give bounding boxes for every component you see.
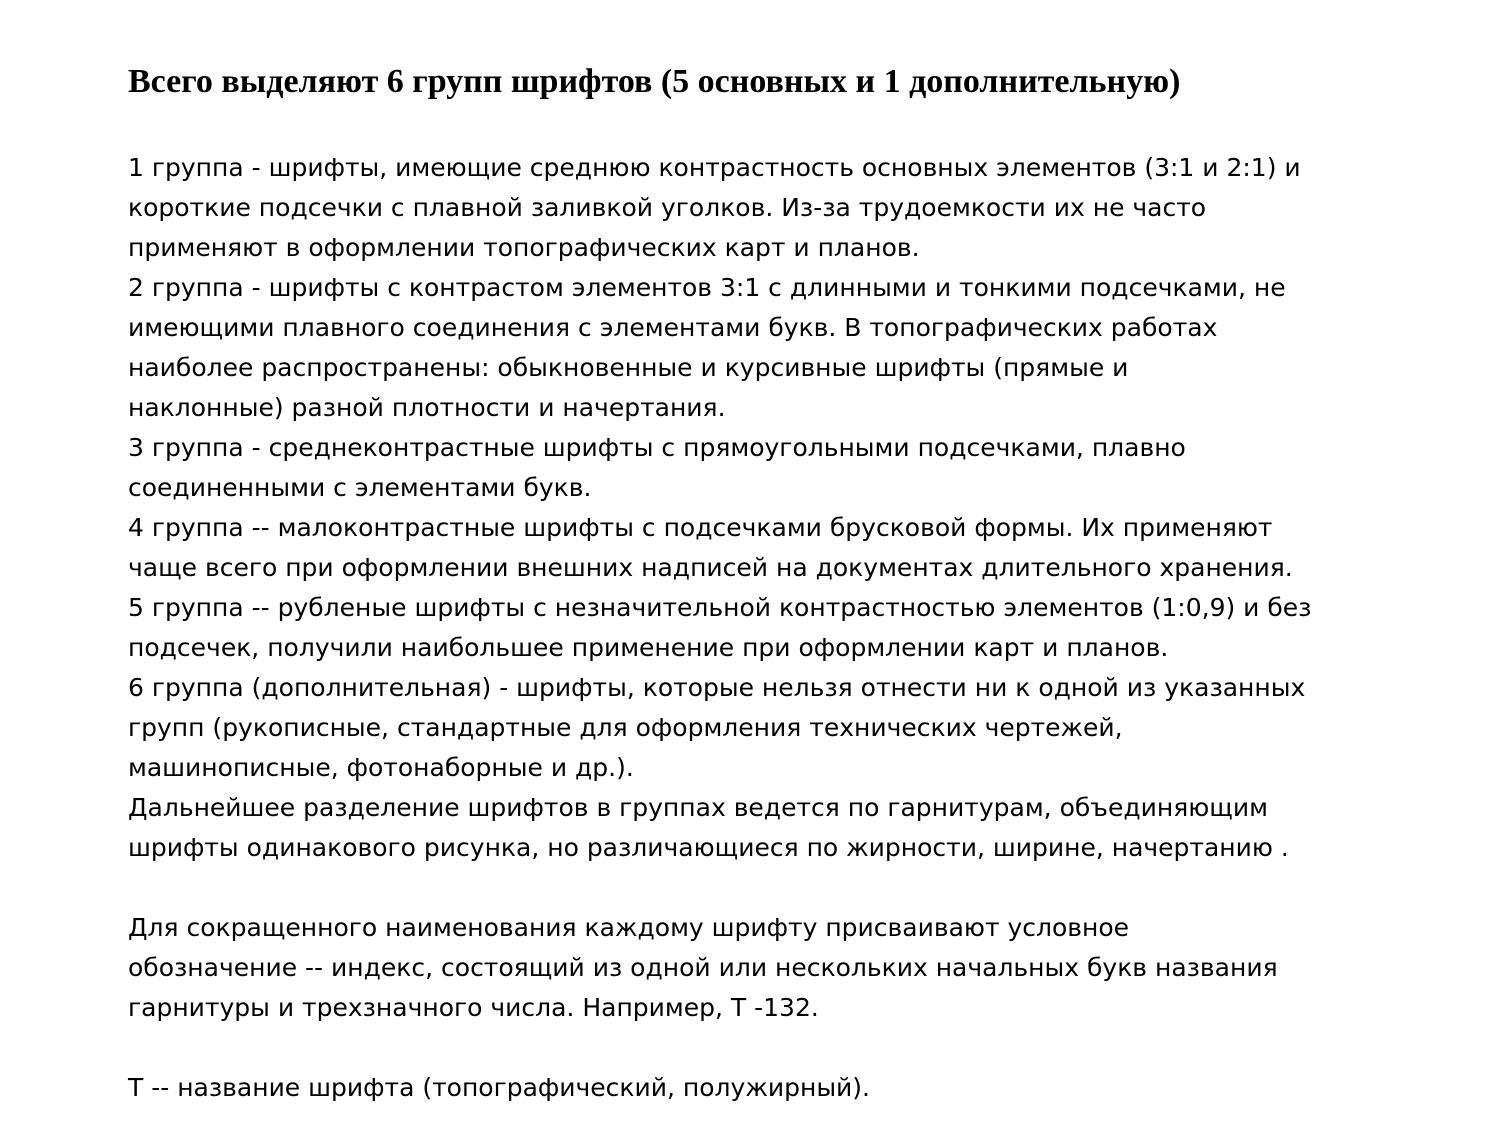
text-line: 2 группа - шрифты с контрастом элементов 3:1 с длинными и тонкими подсечками, не [128, 273, 1286, 302]
text-line: наклонные) разной плотности и начертания. [128, 393, 726, 422]
paragraph-gap [128, 868, 1418, 908]
text-line: короткие подсечки с плавной заливкой уголков. Из-за трудоемкости их не часто [128, 193, 1207, 222]
text-line: имеющими плавного соединения с элементами букв. В топографических работах [128, 313, 1218, 342]
text-line: соединенными с элементами букв. [128, 473, 592, 502]
text-line: обозначение -- индекс, состоящий из одной или нескольких начальных букв названия [128, 953, 1278, 982]
text-line: 1 группа - шрифты, имеющие среднюю контрастность основных элементов (3:1 и 2:1) и [128, 153, 1301, 182]
text-line: машинописные, фотонаборные и др.). [128, 753, 634, 782]
text-line: 6 группа (дополнительная) - шрифты, которые нельзя отнести ни к одной из указанных [128, 673, 1306, 702]
slide-title: Всего выделяют 6 групп шрифтов (5 основных и 1 дополнительную) [128, 63, 1181, 100]
text-line: 3 группа - среднеконтрастные шрифты с прямоугольными подсечками, плавно [128, 433, 1186, 462]
text-line: 4 группа -- малоконтрастные шрифты с подсечками брусковой формы. Их применяют [128, 513, 1273, 542]
text-line: чаще всего при оформлении внешних надписей на документах длительного хранения. [128, 553, 1293, 582]
text-line: подсечек, получили наибольшее применение при оформлении карт и планов. [128, 633, 1169, 662]
text-line: применяют в оформлении топографических карт и планов. [128, 233, 920, 262]
font-groups-paragraph [128, 148, 1418, 868]
text-line: групп (рукописные, стандартные для оформления технических чертежей, [128, 713, 1123, 742]
font-note-paragraph [128, 1068, 1418, 1108]
text-line: гарнитуры и трехзначного числа. Например, Т -132. [128, 993, 819, 1022]
text-line: шрифты одинакового рисунка, но различающиеся по жирности, ширине, начертанию . [128, 833, 1289, 862]
text-line: Для сокращенного наименования каждому шрифту присваивают условное [128, 913, 1130, 942]
text-line: Т -- название шрифта (топографический, полужирный). [128, 1073, 871, 1102]
text-line: 5 группа -- рубленые шрифты с незначительной контрастностью элементов (1:0,9) и без [128, 593, 1312, 622]
font-index-paragraph [128, 908, 1418, 1028]
text-line: наиболее распространены: обыкновенные и курсивные шрифты (прямые и [128, 353, 1129, 382]
slide-body [128, 148, 1418, 1108]
text-line: Дальнейшее разделение шрифтов в группах ведется по гарнитурам, объединяющим [128, 793, 1268, 822]
paragraph-gap [128, 1028, 1418, 1068]
